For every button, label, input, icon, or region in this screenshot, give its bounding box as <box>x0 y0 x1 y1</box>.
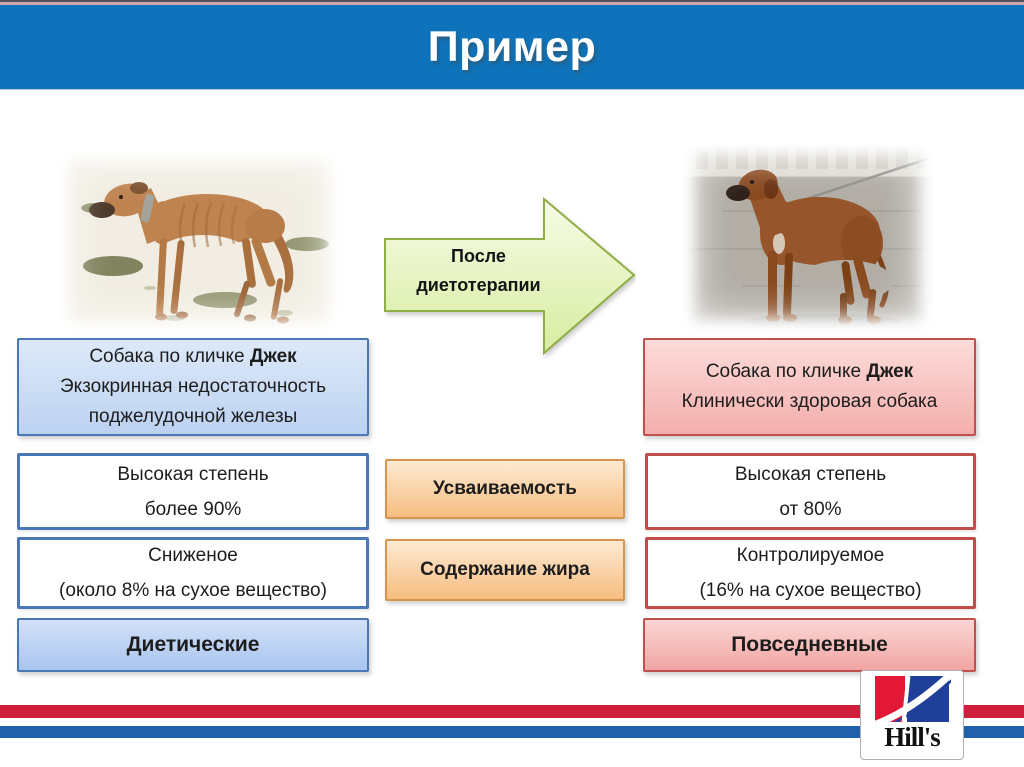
digestibility-label: Усваиваемость <box>433 478 577 499</box>
page-title: Пример <box>427 22 597 71</box>
fat-label: Содержание жира <box>420 559 590 580</box>
after-info-box <box>643 338 976 436</box>
after-name-prefix: Собака по кличке <box>705 361 867 382</box>
healthy-dog-illustration <box>682 141 933 332</box>
after-digestibility-line1: Высокая степень <box>734 463 887 485</box>
before-name-prefix: Собака по кличке <box>89 346 250 367</box>
before-fat-line2: (около 8% на сухое вещество) <box>59 580 327 601</box>
after-status-line: Клинически здоровая собака <box>681 391 938 412</box>
before-diagnosis-line1: Экзокринная недостаточность <box>60 376 326 397</box>
after-name-bold: Джек <box>866 361 914 382</box>
arrow-line2: диетотерапии <box>416 275 541 295</box>
before-dog-name <box>19 342 367 372</box>
after-category-box <box>643 618 976 672</box>
arrow-line1: После <box>451 246 506 266</box>
arrow-label <box>396 242 561 300</box>
digestibility-label-box <box>385 459 625 519</box>
hills-logo-mark <box>873 676 951 722</box>
before-info-box <box>17 338 369 436</box>
fat-label-box <box>385 539 625 601</box>
before-name-bold: Джек <box>249 346 297 367</box>
before-category-box <box>17 618 369 672</box>
emaciated-dog-illustration <box>55 148 342 335</box>
before-digestibility-line1: Высокая степень <box>117 463 269 485</box>
before-fat-line1: Сниженое <box>148 545 238 566</box>
after-fat-line1: Контролируемое <box>736 545 885 566</box>
before-photo <box>55 148 342 335</box>
after-dog-name <box>645 357 974 387</box>
before-digestibility-box <box>17 453 369 530</box>
after-digestibility-line2: от 80% <box>779 498 842 520</box>
header-banner <box>0 5 1024 90</box>
after-photo <box>682 141 933 332</box>
before-diagnosis-line2: поджелудочной железы <box>88 406 298 427</box>
after-category-label: Повседневные <box>731 633 888 656</box>
hills-logo <box>860 670 964 760</box>
after-fat-line2: (16% на сухое вещество) <box>699 580 922 601</box>
before-fat-box <box>17 537 369 609</box>
after-digestibility-box <box>645 453 976 530</box>
hills-logo-text: Hill's <box>884 722 940 752</box>
before-category-label: Диетические <box>126 633 260 656</box>
after-fat-box <box>645 537 976 609</box>
before-digestibility-line2: более 90% <box>144 498 242 520</box>
after-diet-arrow <box>384 197 636 359</box>
